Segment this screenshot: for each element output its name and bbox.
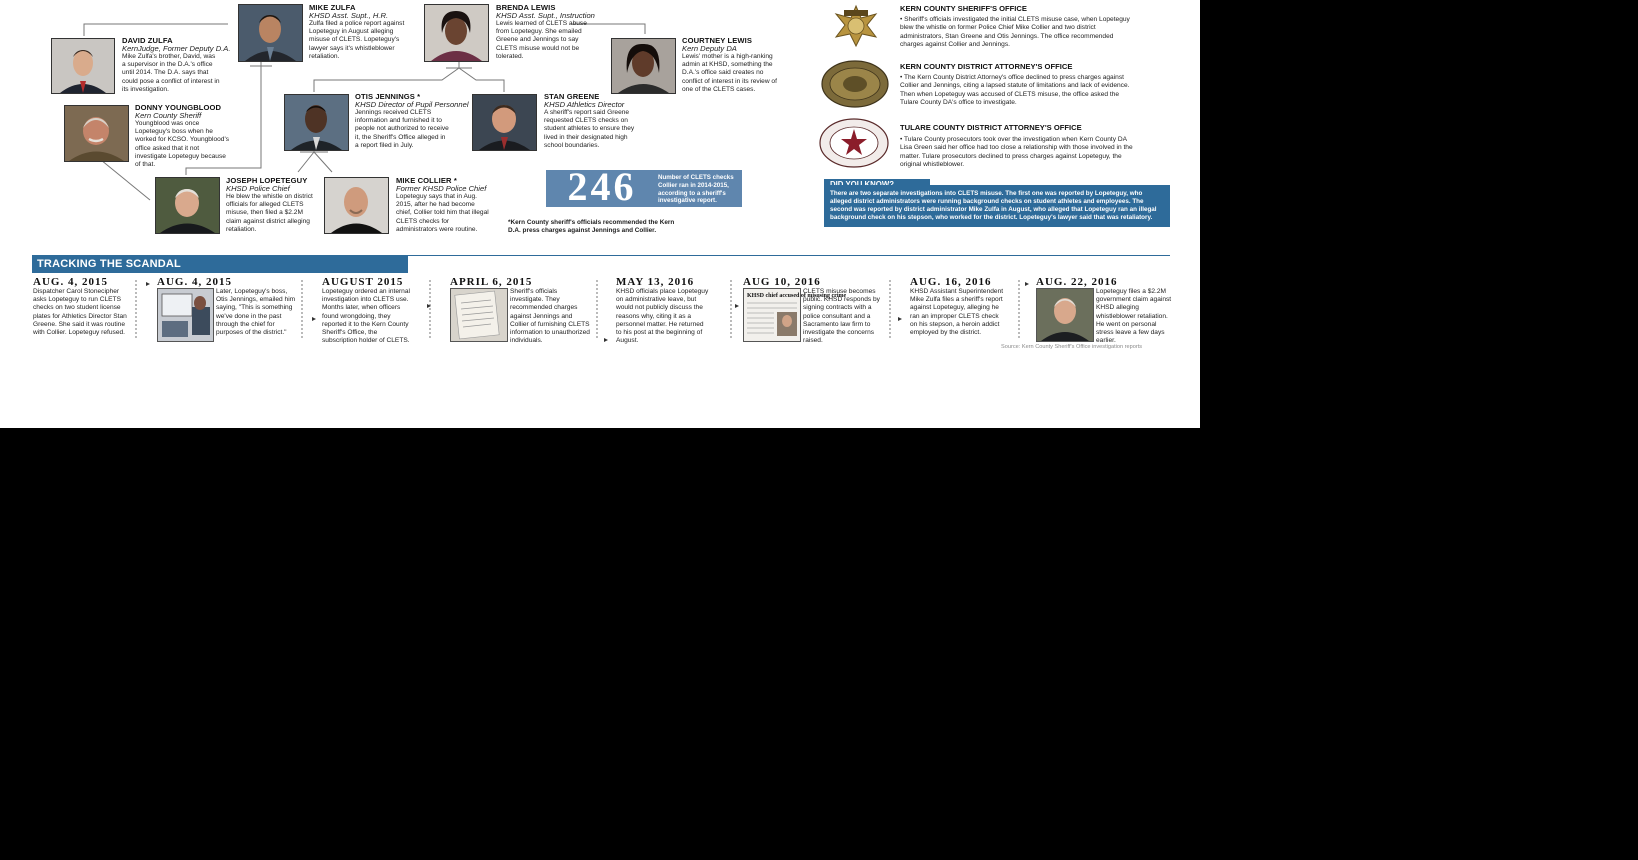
david-zulfa-name: DAVID ZULFA bbox=[122, 36, 173, 45]
newspaper-headline: KHSD chief accused of misusing crime bbox=[747, 293, 847, 299]
timeline-date-2: AUG. 4, 2015 bbox=[157, 276, 232, 288]
agency-desc-kern-sheriff: • Sheriff's officials investigated the initial CLETS misuse case, when Lopeteguy blew the whistle on former Police Chief Mike Collier and two district administrators, Stan Greene and Otis Jennings. The office recommended charges against Collier and Jennings. bbox=[900, 16, 1130, 49]
agency-name-kern-da: KERN COUNTY DISTRICT ATTORNEY'S OFFICE bbox=[900, 62, 1073, 71]
timeline-photo-jennings-email bbox=[157, 288, 214, 342]
courtney-lewis-title: Kern Deputy DA bbox=[682, 44, 737, 53]
courtney-lewis-photo bbox=[611, 38, 676, 94]
timeline-date-6: AUG 10, 2016 bbox=[743, 276, 821, 288]
did-you-know-text: There are two separate investigations into CLETS misuse. The first one was reported by Lopeteguy, who alleged district administrators were running background checks on student athletes and employees. The second was reported by district administrator Mike Zulfa in August, who alleged that Lopeteguy ran an illegal background check on his stepson, who worked for the district. Lopeteguy's lawyer said that was retaliatory. bbox=[830, 190, 1157, 221]
brenda-lewis-title: KHSD Asst. Supt., Instruction bbox=[496, 11, 595, 20]
timeline-photo-lopeteguy bbox=[1036, 288, 1094, 342]
mike-collier-photo bbox=[324, 177, 389, 234]
otis-jennings-name: OTIS JENNINGS * bbox=[355, 92, 421, 101]
timeline-text-6: CLETS misuse becomes public. KHSD responds by signing contracts with a police consultant and a Sacramento law firm to investigate the concerns raised. bbox=[803, 288, 880, 345]
tracking-title: TRACKING THE SCANDAL bbox=[37, 258, 181, 270]
infographic-panel bbox=[0, 0, 1200, 428]
otis-jennings-photo bbox=[284, 94, 349, 151]
timeline-photo-report bbox=[450, 288, 508, 342]
timeline-date-4: APRIL 6, 2015 bbox=[450, 276, 533, 288]
footnote: *Kern County sheriff's officials recommended the Kern D.A. press charges against Jennings and Collier. bbox=[508, 219, 675, 234]
timeline-text-5: KHSD officials place Lopeteguy on administrative leave, but would not publicly discuss the reasons why, citing it as a personnel matter. He returned to his post at the beginning of August. bbox=[616, 288, 709, 345]
brenda-lewis-description: Lewis learned of CLETS abuse from Lopeteguy. She emailed Greene and Jennings to say CLETS misuse would not be tolerated. bbox=[496, 20, 587, 60]
donny-youngblood-description: Youngblood was once Lopeteguy's boss when he worked for KCSO. Youngblood's office asked that it not investigate Lopeteguy because of that. bbox=[135, 120, 229, 169]
joseph-lopeteguy-description: He blew the whistle on district officials for alleged CLETS misuse, then filed a $2.2M claim against district alleging retaliation. bbox=[226, 193, 313, 233]
mike-collier-title: Former KHSD Police Chief bbox=[396, 184, 487, 193]
tulare-da-seal-icon bbox=[818, 118, 890, 168]
courtney-lewis-description: Lewis' mother is a high-ranking admin at KHSD, something the D.A.'s office said creates no conflict of interest in its review of one of the CLETS cases. bbox=[682, 53, 777, 93]
agency-name-tulare-da: TULARE COUNTY DISTRICT ATTORNEY'S OFFICE bbox=[900, 123, 1082, 132]
clets-checks-stat-box bbox=[546, 164, 742, 209]
mike-zulfa-title: KHSD Asst. Supt., H.R. bbox=[309, 11, 389, 20]
timeline-text-7: KHSD Assistant Superintendent Mike Zulfa files a sheriff's report against Lopeteguy, alleging he ran an improper CLETS check on his stepson, a heroin addict employed by the district. bbox=[910, 288, 1004, 337]
timeline-text-4: Sheriff's officials investigate. They recommended charges against Jennings and Collier of furnishing CLETS information to unauthorized individuals. bbox=[510, 288, 590, 345]
david-zulfa-description: Mike Zulfa's brother, David, was a supervisor in the D.A.'s office until 2014. The D.A. says that could pose a conflict of interest in its investigation. bbox=[122, 53, 220, 93]
mike-zulfa-name: MIKE ZULFA bbox=[309, 3, 356, 12]
timeline-date-3: AUGUST 2015 bbox=[322, 276, 404, 288]
mike-zulfa-photo bbox=[238, 4, 303, 62]
timeline-text-2: Later, Lopeteguy's boss, Otis Jennings, emailed him saying, "This is something we've done in the past through the chief for purposes of the district." bbox=[216, 288, 296, 337]
timeline-date-8: AUG. 22, 2016 bbox=[1036, 276, 1118, 288]
david-zulfa-photo bbox=[51, 38, 115, 94]
joseph-lopeteguy-name: JOSEPH LOPETEGUY bbox=[226, 176, 308, 185]
tracking-banner bbox=[32, 256, 408, 273]
stan-greene-description: A sheriff's report said Greene requested CLETS checks on student athletes to ensure they lived in their designated high school boundaries. bbox=[544, 109, 635, 149]
joseph-lopeteguy-photo bbox=[155, 177, 220, 234]
timeline-text-8: Lopeteguy files a $2.2M government claim against KHSD alleging whistleblower retaliation. He went on personal stress leave a few days earlier. bbox=[1096, 288, 1172, 345]
agency-desc-kern-da: • The Kern County District Attorney's office declined to press charges against Collier and Jennings, citing a lapsed statute of limitations and lack of evidence. Then when Lopeteguy was accused of CLETS misuse, the office asked the Tulare County DA's office to investigate. bbox=[900, 74, 1130, 107]
timeline-date-5: MAY 13, 2016 bbox=[616, 276, 695, 288]
otis-jennings-description: Jennings received CLETS information and furnished it to people not authorized to receive it, the Sheriff's Office alleged in a report filed in July. bbox=[355, 109, 449, 149]
kern-da-seal-icon bbox=[820, 60, 890, 108]
timeline-text-1: Dispatcher Carol Stonecipher asks Lopeteguy to run CLETS checks on two student license plates for Athletics Director Stan Greene. She said it was routine with Collier. Lopeteguy refused. bbox=[33, 288, 127, 337]
agency-desc-tulare-da: • Tulare County prosecutors took over the investigation when Kern County DA Lisa Green said her office had too close a relationship with those involved in the matter. Tulare prosecutors declined to press charges against Lopeteguy, the original whistleblower. bbox=[900, 136, 1133, 169]
mike-collier-name: MIKE COLLIER * bbox=[396, 176, 457, 185]
mike-zulfa-description: Zulfa filed a police report against Lopeteguy in August alleging misuse of CLETS. Lopeteguy's lawyer says it's whistleblower retaliation. bbox=[309, 20, 405, 60]
courtney-lewis-name: COURTNEY LEWIS bbox=[682, 36, 753, 45]
stan-greene-title: KHSD Athletics Director bbox=[544, 100, 625, 109]
brenda-lewis-photo bbox=[424, 4, 489, 62]
timeline-text-3: Lopeteguy ordered an internal investigation into CLETS use. Months later, when officers found wrongdoing, they reported it to the Kern County Sheriff's Office, the subscription holder of CLETS. bbox=[322, 288, 410, 345]
agency-name-kern-sheriff: KERN COUNTY SHERIFF'S OFFICE bbox=[900, 4, 1027, 13]
david-zulfa-title: KernJudge, Former Deputy D.A. bbox=[122, 44, 231, 53]
clets-checks-count: 246 bbox=[567, 164, 637, 209]
brenda-lewis-name: BRENDA LEWIS bbox=[496, 3, 556, 12]
stan-greene-name: STAN GREENE bbox=[544, 92, 600, 101]
source-credit: Source: Kern County Sheriff's Office investigation reports bbox=[1001, 344, 1143, 350]
timeline-date-7: AUG. 16, 2016 bbox=[910, 276, 992, 288]
mike-collier-description: Lopeteguy says that in Aug. 2015, after he had become chief, Collier told him that illegal CLETS checks for administrators were routine. bbox=[396, 193, 489, 233]
donny-youngblood-photo bbox=[64, 105, 129, 162]
joseph-lopeteguy-title: KHSD Police Chief bbox=[226, 184, 290, 193]
otis-jennings-title: KHSD Director of Pupil Personnel bbox=[355, 100, 469, 109]
donny-youngblood-title: Kern County Sheriff bbox=[135, 111, 202, 120]
stan-greene-photo bbox=[472, 94, 537, 151]
timeline-date-1: AUG. 4, 2015 bbox=[33, 276, 108, 288]
clets-checks-note: Number of CLETS checks Collier ran in 2014-2015, according to a sheriff's investigative report. bbox=[658, 174, 734, 205]
did-you-know-box bbox=[824, 185, 1170, 227]
donny-youngblood-name: DONNY YOUNGBLOOD bbox=[135, 103, 222, 112]
sheriff-star-badge-icon bbox=[820, 4, 892, 48]
